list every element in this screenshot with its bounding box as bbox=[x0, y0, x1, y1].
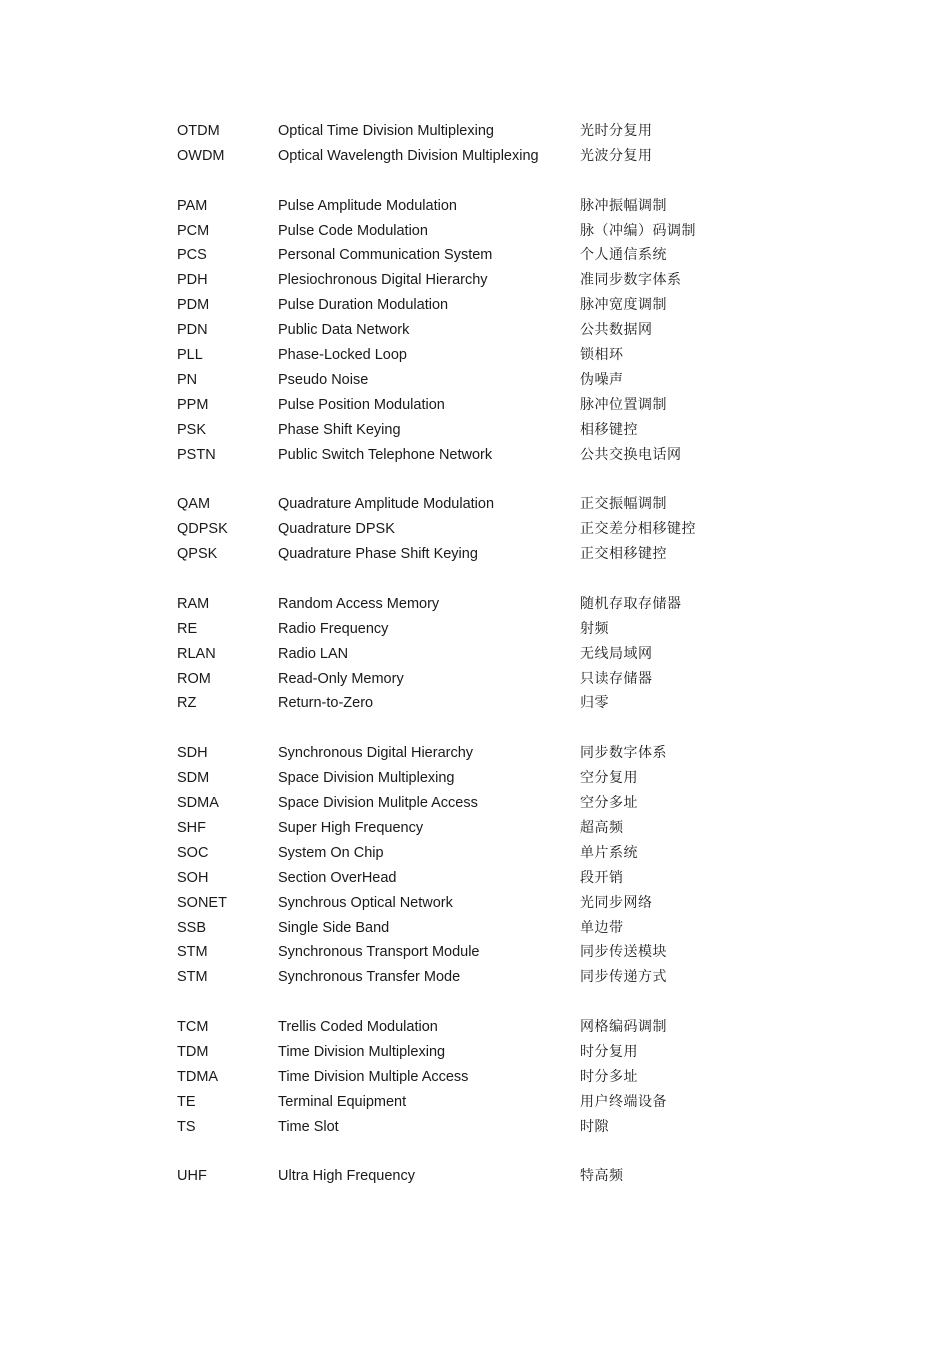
abbreviation: PCM bbox=[177, 222, 210, 239]
glossary-row bbox=[177, 443, 797, 468]
abbreviation: SOH bbox=[177, 869, 209, 886]
full-term: Public Data Network bbox=[278, 322, 410, 339]
full-term: Time Slot bbox=[278, 1118, 339, 1135]
abbreviation: PSK bbox=[177, 421, 207, 438]
glossary-row bbox=[177, 841, 797, 866]
full-term: Pulse Duration Modulation bbox=[278, 297, 449, 314]
abbreviation: SOC bbox=[177, 844, 209, 861]
glossary-row bbox=[177, 293, 797, 318]
glossary-row bbox=[177, 492, 797, 517]
glossary-row bbox=[177, 741, 797, 766]
full-term: Space Division Mulitple Access bbox=[278, 795, 478, 812]
full-term: Time Division Multiple Access bbox=[278, 1068, 469, 1085]
glossary-row bbox=[177, 1040, 797, 1065]
full-term: Pulse Amplitude Modulation bbox=[278, 197, 457, 214]
full-term: Synchronous Transfer Mode bbox=[278, 969, 461, 986]
chinese-translation: 相移键控 bbox=[580, 421, 638, 438]
full-term: Pulse Code Modulation bbox=[278, 222, 428, 239]
glossary-group-p bbox=[177, 194, 797, 468]
chinese-translation: 脉冲位置调制 bbox=[580, 396, 667, 413]
full-term: Pulse Position Modulation bbox=[278, 396, 445, 413]
chinese-translation: 特高频 bbox=[580, 1168, 624, 1185]
chinese-translation: 只读存储器 bbox=[580, 670, 653, 687]
abbreviation: RAM bbox=[177, 595, 210, 612]
full-term: Synchronous Digital Hierarchy bbox=[278, 745, 474, 762]
chinese-translation: 超高频 bbox=[580, 819, 624, 836]
glossary-row bbox=[177, 119, 797, 144]
chinese-translation: 单边带 bbox=[580, 919, 624, 936]
full-term: Pseudo Noise bbox=[278, 371, 369, 388]
glossary-row bbox=[177, 318, 797, 343]
full-term: Trellis Coded Modulation bbox=[278, 1019, 438, 1036]
abbreviation: PN bbox=[177, 371, 198, 388]
glossary-row bbox=[177, 1115, 797, 1140]
abbreviation: PPM bbox=[177, 396, 209, 413]
chinese-translation: 无线局域网 bbox=[580, 645, 653, 662]
glossary-row bbox=[177, 642, 797, 667]
chinese-translation: 正交差分相移键控 bbox=[580, 521, 696, 538]
glossary-row bbox=[177, 940, 797, 965]
glossary-group-u bbox=[177, 1164, 797, 1189]
abbreviation: STM bbox=[177, 969, 208, 986]
glossary-row bbox=[177, 891, 797, 916]
full-term: Synchrous Optical Network bbox=[278, 894, 453, 911]
abbreviation: TE bbox=[177, 1093, 196, 1110]
full-term: Optical Time Division Multiplexing bbox=[278, 123, 494, 139]
full-term: Public Switch Telephone Network bbox=[278, 446, 493, 463]
glossary-row bbox=[177, 393, 797, 418]
full-term: Synchronous Transport Module bbox=[278, 944, 480, 961]
abbreviation: OWDM bbox=[177, 147, 225, 164]
full-term: Single Side Band bbox=[278, 919, 390, 936]
full-term: Plesiochronous Digital Hierarchy bbox=[278, 272, 488, 289]
abbreviation: SDM bbox=[177, 770, 210, 787]
chinese-translation: 公共数据网 bbox=[580, 322, 653, 339]
glossary-row bbox=[177, 667, 797, 692]
abbreviation: PCS bbox=[177, 247, 207, 264]
abbreviation: TCM bbox=[177, 1019, 209, 1036]
chinese-translation: 用户终端设备 bbox=[580, 1093, 667, 1110]
glossary-row bbox=[177, 343, 797, 368]
glossary-group-t bbox=[177, 1015, 797, 1139]
abbreviation: QDPSK bbox=[177, 521, 228, 538]
full-term: Phase-Locked Loop bbox=[278, 347, 407, 364]
full-term: Ultra High Frequency bbox=[278, 1168, 415, 1185]
glossary-row bbox=[177, 816, 797, 841]
glossary-row bbox=[177, 517, 797, 542]
glossary-row bbox=[177, 1090, 797, 1115]
glossary-row bbox=[177, 219, 797, 244]
full-term: Random Access Memory bbox=[278, 595, 440, 612]
abbreviation: SONET bbox=[177, 894, 227, 911]
glossary-row bbox=[177, 243, 797, 268]
abbreviation: QAM bbox=[177, 496, 211, 513]
chinese-translation: 射频 bbox=[580, 620, 609, 637]
full-term: Radio Frequency bbox=[278, 620, 389, 637]
chinese-translation: 脉冲振幅调制 bbox=[580, 197, 667, 214]
full-term: Quadrature DPSK bbox=[278, 521, 395, 538]
abbreviation: PAM bbox=[177, 197, 208, 214]
abbreviation: SHF bbox=[177, 819, 206, 836]
full-term: Return-to-Zero bbox=[278, 695, 374, 712]
chinese-translation: 脉（冲编）码调制 bbox=[580, 222, 696, 239]
glossary-row bbox=[177, 542, 797, 567]
abbreviation: PLL bbox=[177, 347, 203, 364]
chinese-translation: 光时分复用 bbox=[580, 123, 653, 139]
chinese-translation: 准同步数字体系 bbox=[580, 272, 682, 289]
full-term: Quadrature Phase Shift Keying bbox=[278, 546, 478, 563]
full-term: Read-Only Memory bbox=[278, 670, 404, 687]
full-term: Time Division Multiplexing bbox=[278, 1043, 446, 1060]
chinese-translation: 时分多址 bbox=[580, 1068, 638, 1085]
abbreviation: OTDM bbox=[177, 123, 220, 139]
chinese-translation: 段开销 bbox=[580, 869, 624, 886]
chinese-translation: 同步传递方式 bbox=[580, 969, 667, 986]
full-term: Space Division Multiplexing bbox=[278, 770, 455, 787]
chinese-translation: 时隙 bbox=[580, 1118, 609, 1135]
full-term: System On Chip bbox=[278, 844, 384, 861]
chinese-translation: 时分复用 bbox=[580, 1043, 638, 1060]
abbreviation: PSTN bbox=[177, 446, 216, 463]
abbreviation: PDM bbox=[177, 297, 210, 314]
full-term: Phase Shift Keying bbox=[278, 421, 401, 438]
glossary-row bbox=[177, 194, 797, 219]
glossary-row bbox=[177, 766, 797, 791]
abbreviation: RE bbox=[177, 620, 198, 637]
full-term: Quadrature Amplitude Modulation bbox=[278, 496, 495, 513]
abbreviation: RLAN bbox=[177, 645, 216, 662]
chinese-translation: 随机存取存储器 bbox=[580, 595, 682, 612]
chinese-translation: 伪噪声 bbox=[580, 371, 624, 388]
glossary-row bbox=[177, 965, 797, 990]
chinese-translation: 同步数字体系 bbox=[580, 745, 667, 762]
glossary-group-s bbox=[177, 741, 797, 990]
glossary-row bbox=[177, 1065, 797, 1090]
chinese-translation: 网格编码调制 bbox=[580, 1019, 667, 1036]
glossary-row bbox=[177, 368, 797, 393]
full-term: Super High Frequency bbox=[278, 819, 424, 836]
glossary-row bbox=[177, 617, 797, 642]
glossary-row bbox=[177, 1164, 797, 1189]
glossary-row bbox=[177, 691, 797, 716]
abbreviation: ROM bbox=[177, 670, 211, 687]
glossary-row bbox=[177, 791, 797, 816]
chinese-translation: 光波分复用 bbox=[580, 147, 653, 164]
glossary-group-o bbox=[177, 119, 797, 169]
abbreviation-glossary bbox=[177, 119, 797, 1189]
chinese-translation: 锁相环 bbox=[580, 347, 624, 364]
chinese-translation: 正交相移键控 bbox=[580, 546, 667, 563]
chinese-translation: 归零 bbox=[580, 695, 609, 712]
abbreviation: QPSK bbox=[177, 546, 218, 563]
full-term: Personal Communication System bbox=[278, 247, 493, 264]
glossary-row bbox=[177, 916, 797, 941]
chinese-translation: 公共交换电话网 bbox=[580, 446, 682, 463]
full-term: Section OverHead bbox=[278, 869, 397, 886]
glossary-group-q bbox=[177, 492, 797, 567]
chinese-translation: 空分复用 bbox=[580, 770, 638, 787]
chinese-translation: 正交振幅调制 bbox=[580, 496, 667, 513]
abbreviation: PDH bbox=[177, 272, 208, 289]
glossary-row bbox=[177, 592, 797, 617]
full-term: Terminal Equipment bbox=[278, 1093, 407, 1110]
glossary-row bbox=[177, 418, 797, 443]
chinese-translation: 光同步网络 bbox=[580, 894, 653, 911]
glossary-group-r bbox=[177, 592, 797, 716]
abbreviation: RZ bbox=[177, 695, 197, 712]
abbreviation: STM bbox=[177, 944, 208, 961]
chinese-translation: 同步传送模块 bbox=[580, 944, 667, 961]
chinese-translation: 个人通信系统 bbox=[580, 247, 667, 264]
abbreviation: UHF bbox=[177, 1168, 207, 1185]
abbreviation: TS bbox=[177, 1118, 196, 1135]
glossary-row bbox=[177, 268, 797, 293]
abbreviation: PDN bbox=[177, 322, 208, 339]
abbreviation: SDH bbox=[177, 745, 208, 762]
glossary-row bbox=[177, 144, 797, 169]
chinese-translation: 脉冲宽度调制 bbox=[580, 297, 667, 314]
chinese-translation: 单片系统 bbox=[580, 844, 638, 861]
full-term: Radio LAN bbox=[278, 645, 349, 662]
abbreviation: SDMA bbox=[177, 795, 219, 812]
glossary-row bbox=[177, 1015, 797, 1040]
full-term: Optical Wavelength Division Multiplexing bbox=[278, 147, 539, 164]
chinese-translation: 空分多址 bbox=[580, 795, 638, 812]
abbreviation: TDMA bbox=[177, 1068, 219, 1085]
abbreviation: SSB bbox=[177, 919, 207, 936]
abbreviation: TDM bbox=[177, 1043, 209, 1060]
glossary-row bbox=[177, 866, 797, 891]
